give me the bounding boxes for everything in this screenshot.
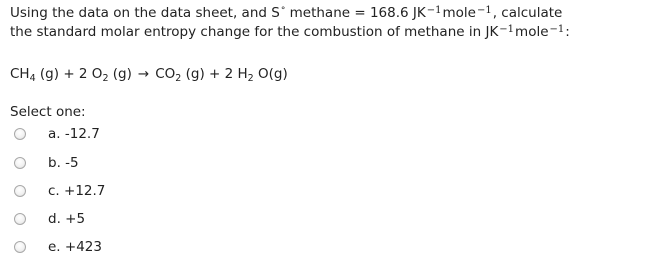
option-label[interactable]: d. +5	[48, 211, 86, 227]
eq-text: (g)	[181, 66, 205, 82]
option-a[interactable]	[14, 124, 100, 144]
question-text	[10, 4, 650, 42]
option-label[interactable]: c. +12.7	[48, 183, 106, 199]
question-text-part: :	[565, 24, 570, 40]
exponent: −1	[549, 24, 565, 35]
radio-button[interactable]	[14, 157, 26, 169]
option-label[interactable]: a. -12.7	[48, 126, 100, 142]
eq-text: CH	[10, 66, 30, 82]
question-text-part: the standard molar entropy change for the combustion of methane in JK	[10, 24, 499, 40]
select-one-label: Select one:	[10, 104, 86, 120]
exponent: −1	[499, 24, 515, 35]
radio-button[interactable]	[14, 185, 26, 197]
option-c[interactable]	[14, 181, 105, 201]
eq-text: (g)	[108, 66, 132, 82]
question-text-part: mole	[442, 5, 476, 21]
question-text-part: methane = 168.6 JK	[285, 5, 426, 21]
radio-button[interactable]	[14, 213, 26, 225]
option-label[interactable]: e. +423	[48, 239, 102, 255]
option-label[interactable]: b. -5	[48, 155, 79, 171]
question-text-part: Using the data on the data sheet, and S	[10, 5, 280, 21]
eq-subscript: 2	[102, 73, 109, 84]
radio-button[interactable]	[14, 241, 26, 253]
degree-symbol: °	[280, 6, 286, 16]
eq-subscript: 4	[29, 73, 36, 84]
exponent: −1	[476, 5, 492, 16]
question-text-part: , calculate	[492, 5, 563, 21]
option-e[interactable]	[14, 237, 102, 257]
eq-text: CO	[155, 66, 176, 82]
option-b[interactable]	[14, 153, 79, 173]
eq-text: + 2 H	[204, 66, 248, 82]
eq-text: + 2 O	[59, 66, 103, 82]
chemical-equation	[10, 66, 288, 82]
arrow-icon: →	[137, 66, 150, 82]
question-text-part: mole	[515, 24, 549, 40]
exponent: −1	[426, 5, 442, 16]
question-line-2	[10, 23, 650, 42]
radio-button[interactable]	[14, 128, 26, 140]
option-d[interactable]	[14, 209, 85, 229]
eq-subscript: 2	[175, 73, 182, 84]
eq-subscript: 2	[247, 73, 254, 84]
eq-text: (g)	[35, 66, 60, 82]
question-line-1	[10, 4, 650, 23]
eq-text: O(g)	[253, 66, 288, 82]
